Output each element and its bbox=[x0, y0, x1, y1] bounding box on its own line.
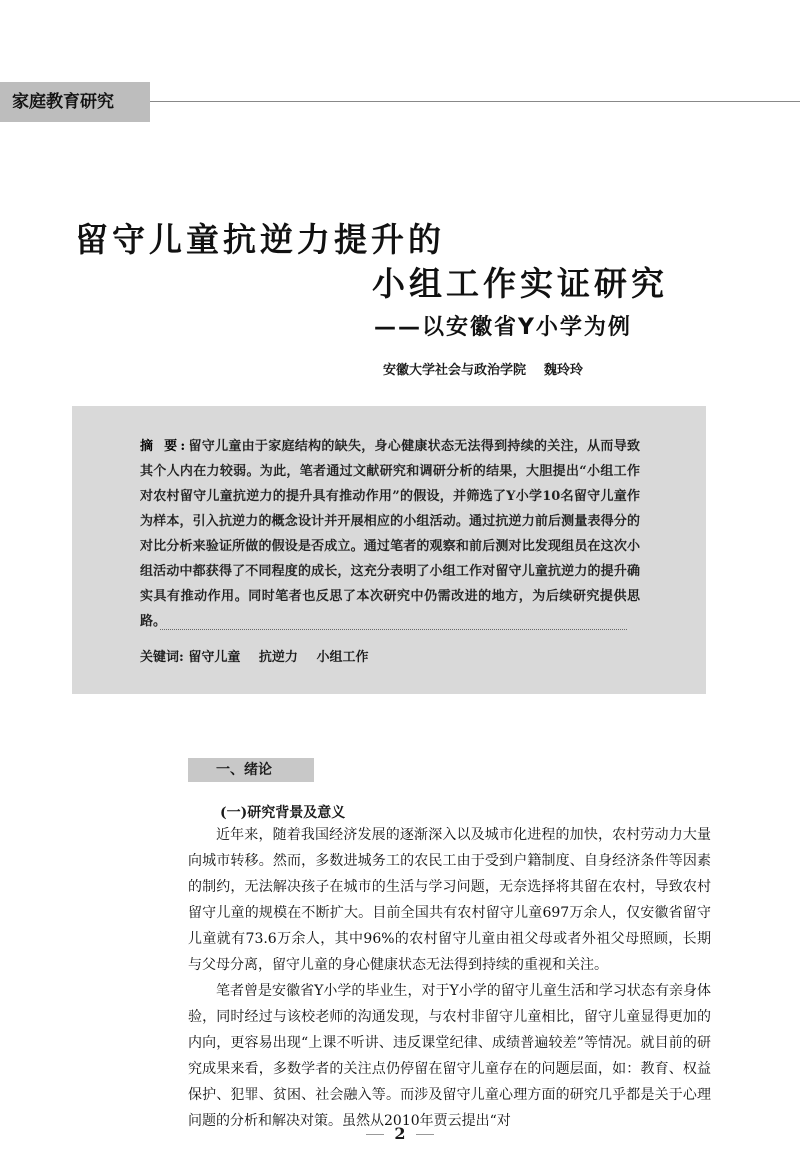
abstract-divider bbox=[160, 629, 627, 630]
article-subtitle: ——以安徽省Y小学为例 bbox=[374, 315, 632, 340]
keywords-line bbox=[140, 646, 382, 665]
paragraph: 近年来，随着我国经济发展的逐渐深入以及城市化进程的加快，农村劳动力大量向城市转移。然而，多数进城务工的农民工由于受到户籍制度、自身经济条件等因素的制约，无法解决孩子在城市的生活与学习问题，无奈选择将其留在农村，导致农村留守儿童的规模在不断扩大。目前全国共有农村留守儿童697万余人，仅安徽省留守儿童就有73.6万余人，其中96%的农村留守儿童由祖父母或者外祖父母照顾，长期与父母分离，留守儿童的身心健康状态无法得到持续的重视和关注。 bbox=[188, 827, 711, 973]
keyword: 抗逆力 bbox=[258, 650, 298, 665]
keywords-label: 关键词: bbox=[140, 650, 184, 665]
section-label: 家庭教育研究 bbox=[0, 82, 150, 122]
keyword: 小组工作 bbox=[316, 650, 369, 665]
paragraph: 笔者曾是安徽省Y小学的毕业生，对于Y小学的留守儿童生活和学习状态有亲身体验，同时经过与该校老师的沟通发现，与农村非留守儿童相比，留守儿童显得更加的内向，更容易出现“上课不听讲、违反课堂纪律、成绩普遍较差”等情况。就目前的研究成果来看，多数学者的关注点仍停留在留守儿童存在的问题层面，如：教育、权益保护、犯罪、贫困、社会融入等。而涉及留守儿童心理方面的研究几乎都是关于心理问题的分析和解决对策。虽然从2010年贾云提出“对 bbox=[188, 983, 711, 1129]
abstract bbox=[140, 434, 640, 634]
section-heading: 一、绪论 bbox=[188, 758, 314, 782]
page-number: 2 bbox=[0, 1124, 800, 1143]
author: 魏玲玲 bbox=[544, 363, 584, 378]
abstract-label: 摘 要: bbox=[140, 439, 189, 454]
article-title-line1: 留守儿童抗逆力提升的 bbox=[75, 220, 445, 259]
article-title-line2: 小组工作实证研究 bbox=[372, 264, 668, 303]
abstract-box bbox=[72, 406, 706, 694]
affiliation: 安徽大学社会与政治学院 bbox=[383, 363, 527, 378]
subsection-heading: (一)研究背景及意义 bbox=[220, 805, 346, 821]
keyword: 留守儿童 bbox=[188, 650, 241, 665]
header-rule bbox=[150, 101, 800, 102]
byline bbox=[383, 359, 583, 378]
body-text bbox=[188, 822, 711, 1134]
abstract-text: 留守儿童由于家庭结构的缺失，身心健康状态无法得到持续的关注，从而导致其个人内在力较弱。为此，笔者通过文献研究和调研分析的结果，大胆提出“小组工作对农村留守儿童抗逆力的提升具有推动作用”的假设，并筛选了Y小学10名留守儿童作为样本，引入抗逆力的概念设计并开展相应的小组活动。通过抗逆力前后测量表得分的对比分析来验证所做的假设是否成立。通过笔者的观察和前后测对比发现组员在这次小组活动中都获得了不同程度的成长，这充分表明了小组工作对留守儿童抗逆力的提升确实具有推动作用。同时笔者也反思了本次研究中仍需改进的地方，为后续研究提供思路。 bbox=[140, 439, 640, 629]
